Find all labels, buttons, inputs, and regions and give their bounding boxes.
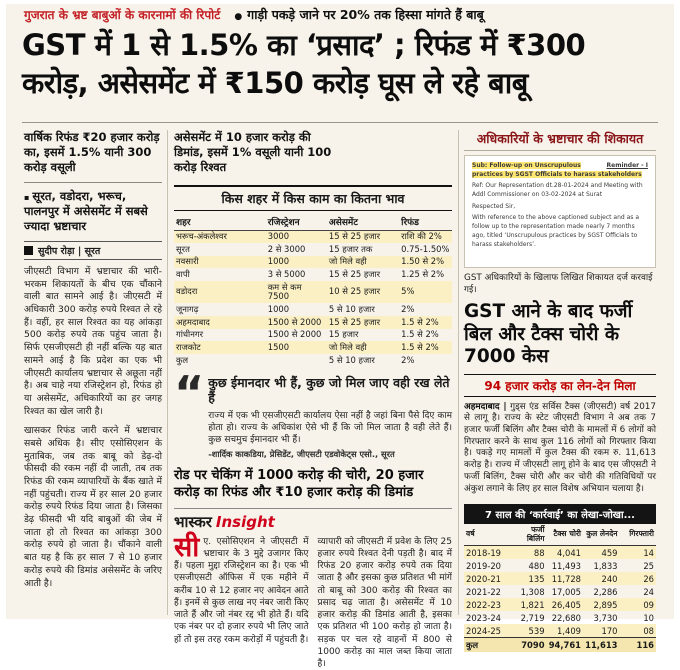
table-cell: 26 — [619, 572, 656, 585]
table-cell: 15 से 25 हजार — [328, 268, 381, 279]
table-cell: 1500 से 2000 — [266, 316, 327, 329]
insight-column-1 — [174, 531, 309, 670]
mid-sub-headline: रोड पर चेकिंग में 1000 करोड़ की चोरी, 20 हजार करोड़ का रिफंड और ₹10 हजार करोड़ की डिमांड — [174, 468, 424, 501]
table-cell: 3 से 5000 — [267, 268, 306, 279]
table-cell: 15 से 25 हजार — [327, 230, 399, 243]
table-cell — [266, 354, 327, 367]
table-cell: 1.50 से 2% — [399, 256, 452, 269]
table-cell: 22,680 — [551, 612, 582, 623]
table-row — [464, 624, 656, 638]
table-row — [174, 329, 452, 342]
complaint-letter-image — [464, 155, 656, 268]
table-cell: 1.5 से 2% — [399, 341, 452, 354]
table-cell: 2024-25 — [464, 624, 510, 638]
table-cell: 3000 — [266, 230, 327, 243]
table-cell: 480 — [528, 560, 545, 571]
insight-label: Insight — [215, 512, 275, 531]
table-cell: 24 — [643, 586, 654, 597]
table-cell: कुल — [464, 638, 510, 653]
letter-subject: Sub: Follow-up on Unscrupulous practices by SGST Officials to harass stakeholders — [472, 162, 642, 178]
table-cell: 10 — [643, 612, 654, 623]
table-cell: 170 — [583, 624, 619, 638]
table-cell: 1500 से 2000 — [267, 329, 322, 340]
stats-table-head — [464, 524, 656, 546]
quote-headline: कुछ ईमानदार भी हैं, कुछ जो मिल जाए वही रख लेते हैं — [208, 374, 450, 406]
complaint-title: अधिकारियों के भ्रष्टाचार की शिकायत — [464, 130, 656, 151]
table-row — [464, 585, 656, 598]
table-row — [174, 256, 452, 269]
table-cell: कम से कम 7500 — [266, 281, 327, 303]
table-cell: 1000 — [267, 303, 290, 314]
drop-cap: सी — [174, 531, 200, 563]
table-cell: 135 — [510, 572, 546, 585]
middle-column — [174, 130, 452, 669]
table-cell: 11,613 — [583, 638, 619, 653]
table-cell: 2,286 — [593, 586, 618, 597]
insight-columns — [174, 531, 452, 670]
table-row — [174, 281, 452, 303]
table-cell: 88 — [510, 546, 546, 560]
table-cell: जो मिले वही — [327, 341, 399, 354]
table-cell: 3,730 — [593, 612, 618, 623]
table-cell: 2% — [401, 354, 415, 365]
brand-name: भास्कर — [174, 512, 212, 531]
table-cell: 2,719 — [520, 612, 545, 623]
table-row — [464, 598, 656, 611]
table-cell: 5 से 10 हजार — [328, 354, 375, 365]
table-cell: 2019-20 — [466, 560, 501, 571]
table-cell: 240 — [583, 572, 619, 585]
byline-logo-icon — [24, 246, 33, 255]
city-table-head — [174, 213, 452, 231]
column-header: असेसमेंट — [327, 213, 399, 231]
stats-table-title: 7 साल की ‘कार्रवाई’ का लेखा-जोखा... — [464, 504, 656, 524]
column-header: गिरफ्तारी — [619, 524, 656, 546]
table-cell: वडोदरा — [174, 281, 266, 303]
table-cell: राशि की 2% — [399, 230, 452, 243]
table-cell: सूरत — [176, 243, 190, 254]
quote-content — [208, 375, 452, 461]
table-cell: जो मिले वही — [327, 256, 399, 269]
city-table-body — [174, 230, 452, 367]
right-column — [464, 130, 657, 651]
table-cell: 11,493 — [551, 560, 582, 571]
square-bullet-icon: ▪ — [24, 192, 30, 202]
lead-divider — [24, 182, 162, 183]
table-cell: कुल — [176, 354, 189, 365]
dateline: अहमदाबाद | — [464, 401, 507, 412]
column-header: शहर — [174, 213, 266, 231]
top-strip — [24, 6, 666, 23]
table-cell: अहमदाबाद — [174, 316, 266, 329]
table-row — [174, 341, 452, 354]
letter-caption: GST अधिकारियों के खिलाफ लिखित शिकायत दर्ज करवाई गई। — [464, 273, 653, 295]
table-row — [174, 230, 452, 243]
quote-mark-icon: “ — [174, 365, 205, 420]
byline-text: सुदीप रोड़ा | सूरत — [38, 246, 101, 258]
letter-reminder: Reminder - I — [606, 162, 648, 169]
table-cell: 5 से 10 हजार — [328, 303, 375, 314]
insight-brand-bar — [174, 508, 452, 532]
table-cell: 11,728 — [547, 572, 583, 585]
kicker-text: गुजरात के भ्रष्ट बाबुओं के कारनामों की रिपोर्ट — [24, 8, 221, 22]
column-header: कुल लेनदेन — [583, 524, 619, 546]
letter-body: With reference to the above captioned subject and as a follow up to the representation made nearly 7 months ago, titled ‘Unscrupulous practices by SGST Officials to harass stakeholders’. — [472, 214, 639, 248]
top-note-text: गाड़ी पकड़े जाने पर 20% तक हिस्सा मांगते हैं बाबू — [247, 7, 484, 22]
table-cell: 14 — [619, 546, 656, 560]
table-row — [464, 638, 656, 653]
table-cell: 10 से 25 हजार — [327, 281, 399, 303]
letter-ref: Ref: Our Representation dt.28-01-2024 and Meeting with Addl Commissioner on 03-02-2024 at Surat — [472, 182, 643, 199]
table-cell: 4,041 — [547, 546, 583, 560]
table-cell: 08 — [619, 624, 656, 638]
column-header: वर्ष — [464, 524, 510, 546]
table-row — [174, 243, 452, 256]
table-row — [464, 611, 656, 624]
table-cell: नवसारी — [174, 256, 266, 269]
left-column — [24, 130, 162, 616]
table-cell: 17,005 — [551, 586, 582, 597]
table-cell: 26,405 — [547, 598, 583, 611]
table-cell: 15 से 25 हजार — [327, 316, 399, 329]
column-divider-right — [458, 130, 459, 615]
city-table-title: किस शहर में किस काम का कितना भाव — [174, 185, 452, 211]
table-row — [464, 559, 656, 572]
headline-rule — [22, 122, 658, 123]
table-row — [174, 354, 452, 367]
table-row — [174, 303, 452, 316]
column-header: रजिस्ट्रेशन — [266, 213, 327, 231]
bullet-icon: ● — [234, 12, 243, 22]
left-lead-2 — [24, 189, 162, 235]
table-cell: 1.25 से 2% — [401, 268, 445, 279]
city-rate-table — [174, 213, 452, 367]
table-cell: 2018-19 — [464, 546, 510, 560]
right-body — [464, 402, 656, 496]
mid-lead: असेसमेंट में 10 हजार करोड़ की डिमांड, इसमें 1% वसूली यानी 100 करोड़ रिश्वत — [174, 130, 332, 175]
quote-block — [174, 365, 452, 461]
right-headline: GST आने के बाद फर्जी बिल और टैक्स चोरी के 7000 केस — [464, 301, 633, 368]
table-row — [174, 316, 452, 329]
table-cell: 5% — [399, 281, 452, 303]
table-row — [464, 546, 656, 560]
table-cell: 539 — [510, 624, 546, 638]
table-cell: 0.75-1.50% — [401, 243, 450, 254]
column-header: फर्जी बिलिंग — [510, 524, 546, 546]
table-cell: 2022-23 — [464, 598, 510, 611]
table-cell: वापी — [176, 268, 190, 279]
table-cell: जूनागढ़ — [176, 303, 199, 314]
table-cell: 94,761 — [547, 638, 583, 653]
table-cell: 2023-24 — [466, 612, 501, 623]
table-row — [174, 268, 452, 281]
table-cell: 25 — [643, 560, 654, 571]
table-cell: 15 हजार तक — [328, 243, 373, 254]
right-subhead: 94 हजार करोड़ का लेन-देन मिला — [464, 374, 656, 397]
left-lead-1: वार्षिक रिफंड ₹20 हजार करोड़ का, इसमें 1.5% यानी 300 करोड़ वसूली — [24, 130, 160, 175]
table-cell: 116 — [619, 638, 656, 653]
table-cell: 7090 — [510, 638, 546, 653]
table-cell: 1.5 से 2% — [399, 316, 452, 329]
table-header-row — [464, 524, 656, 546]
column-header: टैक्स चोरी — [547, 524, 583, 546]
column-divider-left — [167, 130, 168, 615]
column-header: रिफंड — [399, 213, 452, 231]
left-paragraph-2: खासकर रिफंड जारी करने में भ्रष्टाचार सबसे अधिक है। सीए एसोसिएशन के मुताबिक, जब तक बाबू को डेढ़-दो फीसदी की रकम नहीं दी जाती, तब तक रिफंड की रकम व्यापारियों के बैंक खाते में नहीं पहुंचती। राज्य में हर साल 20 हजार करोड़ रुपये रिफंड दिया जाता है। जिसका डेढ़ फीसदी भी यदि बाबुओं की जेब में जाता हो तो रिश्वत का आंकड़ा 300 करोड़ रुपये हो जाता है। चौंकाने वाली बात यह है कि हर साल 7 से 10 हजार करोड़ रुपये की डिमांड असेसमेंट के जरिए आती है। — [24, 425, 162, 589]
table-header-row — [174, 213, 452, 231]
left-paragraph-1: जीएसटी विभाग में भ्रष्टाचार की भारी-भरकम शिकायतों के बीच एक चौंकाने वाली बात सामने आई है। जीएसटी में अधिकारी 300 करोड़ रुपये रिश्वत ले रहे हैं। वहीं, हर साल रिश्वत का यह आंकड़ा 500 करोड़ रुपये तक पहुंच जाता है। सिर्फ एसजीएसटी ही नहीं बल्कि यह बात सामने आई है कि प्रदेश का एक भी जीएसटी कार्यालय भ्रष्टाचार से अछूता नहीं है। अब चाहे नया रजिस्ट्रेशन हो, रिफंड हो या असेसमेंट, अधिकारियों का हर जगह रिश्वत का खेल जारी है। — [24, 266, 162, 417]
table-cell: गांधीनगर — [176, 329, 203, 340]
table-cell: 1000 — [266, 256, 327, 269]
table-cell: 15 हजार — [328, 329, 359, 340]
table-cell: 2 से 3000 — [267, 243, 306, 254]
stats-table-body — [464, 546, 656, 653]
insight-text-2: व्यापारी को जीएसटी में प्रवेश के लिए 25 हजार रुपये रिश्वत देनी पड़ती है। बाद में रिफंड 20 हजार करोड़ रुपये तक दिया जाता है और इसका कुछ प्रतिशत भी मांगें तो बाबू को 300 करोड़ की रिश्वत का प्रसाद चढ़ जाता है। असेसमेंट में 10 हजार करोड़ की डिमांड आती है, इसका एक प्रतिशत भी 100 करोड़ हो जाता है। सड़क पर चल रहे वाहनों में 800 से 1000 करोड़ का माल जब्त किया जाता है। — [317, 536, 452, 669]
table-cell: 1,833 — [593, 560, 618, 571]
table-cell: राजकोट — [174, 341, 266, 354]
table-cell: 2,895 — [583, 598, 619, 611]
table-cell: 2% — [401, 303, 415, 314]
table-cell: 1,308 — [520, 586, 545, 597]
right-body-text: गुड्स एंड सर्विस टैक्स (जीएसटी) वर्ष 2017 से लागू है। राज्य के स्टेट जीएसटी विभाग ने अब तक 7 हजार फर्जी बिलिंग और टैक्स चोरी के मामलों में 6 लोगों को गिरफ्तार करने के साथ कुल 116 लोगों को गिरफ्तार किया है। पकड़े गए मामलों में कुल टैक्स की रकम रु. 11,613 करोड़ है। राज्य में जीएसटी लागू होने के बाद एस जीएसटी ने फर्जी बिलिंग, टैक्स चोरी और कर चोरी की गतिविधियों पर अंकुश लगाने के लिए हर साल विशेष अभियान चलाया है। — [464, 401, 657, 494]
table-cell: भरूच-अंकलेश्वर — [174, 230, 266, 243]
table-cell: 1,821 — [510, 598, 546, 611]
left-lead-2-text: सूरत, वडोदरा, भरूच, पालनपुर में असेसमेंट में सबसे ज्यादा भ्रष्टाचार — [24, 188, 148, 233]
table-row — [464, 572, 656, 585]
insight-column-2 — [318, 536, 453, 670]
insight-text-1: ए. एसोसिएशन ने जीएसटी में भ्रष्टाचार के 3 मुद्दे उजागर किए हैं। पहला मुद्दा रजिस्ट्रेशन का है। एक भी एसजीएसटी ऑफिस में एक महीने में करीब 10 से 12 हजार नए आवेदन आते हैं। इनमें से कुछ लाख नए नंबर जारी किए जाते हैं और जो नंबर रद्द भी होते हैं। यदि एक नंबर पर दो हजार रुपये भी लिए जाते हों तो इस तरह रकम करोड़ों में पहुंचती है। — [174, 536, 309, 645]
byline-bar — [24, 241, 162, 260]
main-headline: GST में 1 से 1.5% का ‘प्रसाद’ ; रिफंड में ₹300 करोड़, असेसमेंट में ₹150 करोड़ घूस ले रहे बाबू — [22, 28, 586, 101]
letter-salutation: Respected Sir, — [472, 202, 516, 210]
table-cell: 1.5 से 2% — [401, 329, 439, 340]
table-cell: 2020-21 — [464, 572, 510, 585]
table-cell: 09 — [619, 598, 656, 611]
table-cell: 459 — [583, 546, 619, 560]
quote-attribution: -शार्दिक काकडिया, प्रेसिडेंट, जीएसटी एडवोकेट्स एसो., सूरत — [208, 449, 395, 460]
table-cell: 1500 — [266, 341, 327, 354]
top-note — [234, 6, 484, 23]
quote-text: राज्य में एक भी एसजीएसटी कार्यालय ऐसा नहीं है जहां बिना पैसे दिए काम होता हो। राज्य के अधिकांश ऐसे भी हैं कि जो मिल जाता है वही लेते हैं। कुछ सचमुच ईमानदार भी हैं। — [208, 410, 452, 446]
table-cell: 1,409 — [547, 624, 583, 638]
stats-table — [464, 524, 656, 652]
table-cell: 2021-22 — [466, 586, 501, 597]
